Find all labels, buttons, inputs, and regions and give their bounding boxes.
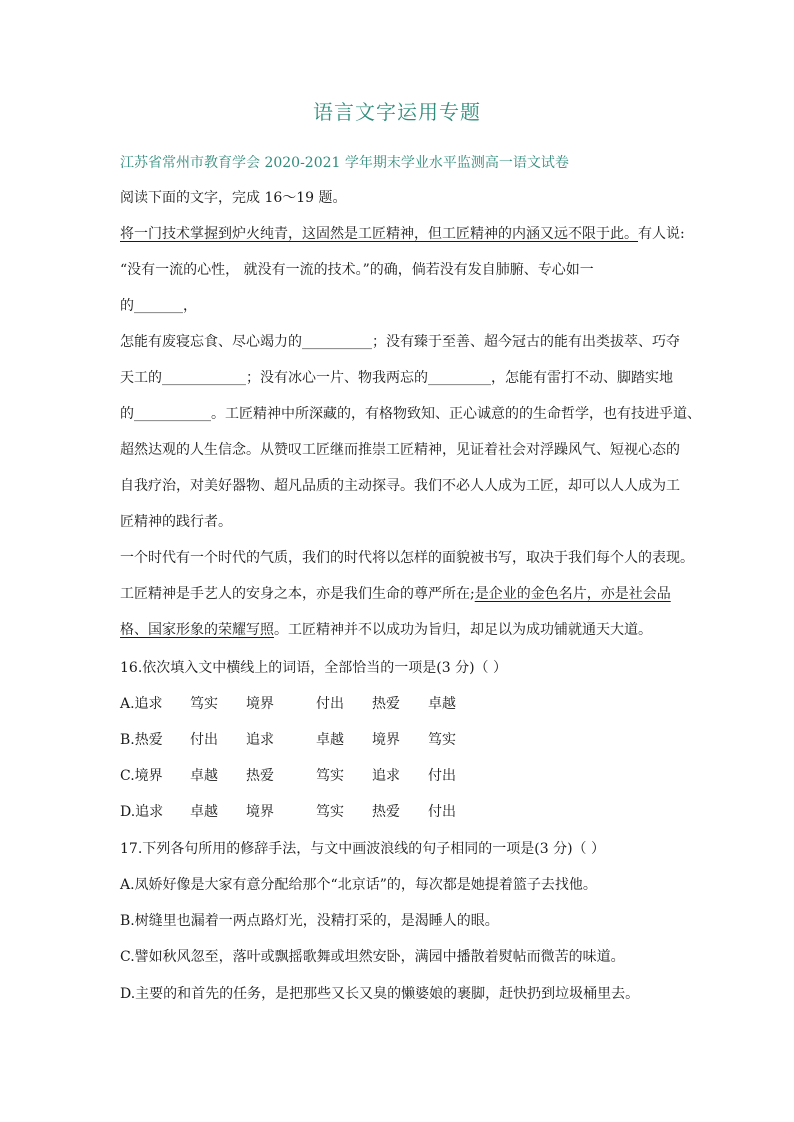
option-word: 付出	[316, 696, 344, 712]
passage-line: “没有一流的心性， 就没有一流的技术。”的确，倘若没有发自肺腑、专心如一	[120, 262, 594, 278]
option-word: 境界	[372, 732, 400, 748]
option-word: 境界	[246, 804, 274, 820]
doc-title: 语言文字运用专题	[313, 100, 481, 124]
option-word: 境界	[246, 696, 274, 712]
exam-source: 江苏省常州市教育学会 2020-2021 学年期末学业水平监测高一语文试卷	[120, 155, 569, 171]
q16-option-b[interactable]	[120, 730, 456, 750]
passage-line: 天工的____________；没有冰心一片、物我两忘的_________，怎能有雷打不动、脚踏实地	[120, 370, 673, 386]
question-16-stem: 16.依次填入文中横线上的词语，全部恰当的一项是(3 分)（ ）	[120, 660, 507, 676]
option-word: C.境界	[120, 768, 163, 784]
question-17-stem: 17.下列各句所用的修辞手法，与文中画波浪线的句子相同的一项是(3 分)（ ）	[120, 841, 605, 857]
option-word: 卓越	[316, 732, 344, 748]
passage-line	[120, 584, 671, 604]
option-word: 付出	[428, 804, 456, 820]
passage-line: 匠精神的践行者。	[120, 514, 232, 530]
option-word: 热爱	[372, 696, 400, 712]
passage-text: 工匠精神是手艺人的安身之本，亦是我们生命的尊严所在;	[120, 586, 475, 602]
reading-instruction: 阅读下面的文字，完成 16～19 题。	[120, 190, 347, 206]
q17-option-d[interactable]: D.主要的和首先的任务，是把那些又长又臭的懒婆娘的裹脚，赶快扔到垃圾桶里去。	[120, 986, 640, 1002]
passage-line: 的___________。工匠精神中所深藏的，有格物致知、正心诚意的的生命哲学，也有技进乎道、	[120, 406, 701, 422]
passage-line	[120, 620, 652, 640]
option-word: 笃实	[316, 768, 344, 784]
option-word: 追求	[372, 768, 400, 784]
option-word: A.追求	[120, 696, 163, 712]
passage-line: 的_______，	[120, 298, 197, 314]
q16-option-a[interactable]	[120, 694, 456, 714]
wavy-underlined-sentence: 格、国家形象的荣耀写照	[120, 622, 274, 638]
option-word: 热爱	[246, 768, 274, 784]
option-word: B.热爱	[120, 732, 163, 748]
q16-option-c[interactable]	[120, 766, 456, 786]
passage-text: 。工匠精神并不以成功为旨归，却足以为成功铺就通天大道。	[274, 622, 652, 638]
option-word: 卓越	[190, 804, 218, 820]
q17-option-b[interactable]: B.树缝里也漏着一两点路灯光，没精打采的，是渴睡人的眼。	[120, 913, 499, 929]
wavy-underlined-sentence: 是企业的金色名片，亦是社会品	[474, 586, 671, 602]
option-word: 笃实	[190, 696, 218, 712]
option-word: 追求	[246, 732, 274, 748]
option-word: D.追求	[120, 804, 164, 820]
option-word: 笃实	[316, 804, 344, 820]
passage-text: 有人说:	[638, 226, 685, 242]
option-word: 热爱	[372, 804, 400, 820]
passage-line	[120, 224, 685, 244]
option-word: 卓越	[190, 768, 218, 784]
passage-line: 一个时代有一个时代的气质，我们的时代将以怎样的面貌被书写，取决于我们每个人的表现。	[120, 550, 694, 566]
q17-option-a[interactable]: A.凤娇好像是大家有意分配给那个“北京话”的，每次都是她提着篮子去找他。	[120, 877, 597, 893]
option-word: 笃实	[428, 732, 456, 748]
option-word: 付出	[190, 732, 218, 748]
passage-line: 超然达观的人生信念。从赞叹工匠继而推崇工匠精神，见证着社会对浮躁风气、短视心态的	[120, 442, 680, 458]
passage-line: 怎能有废寝忘食、尽心竭力的__________；没有臻于至善、超今冠古的能有出类拔萃、巧夺	[120, 334, 680, 350]
passage-line: 自我疗治，对美好器物、超凡品质的主动探寻。我们不必人人成为工匠，却可以人人成为工	[120, 478, 680, 494]
option-word: 付出	[428, 768, 456, 784]
q17-option-c[interactable]: C.譬如秋风忽至，落叶或飘摇歌舞或坦然安卧，满园中播散着熨帖而微苦的味道。	[120, 949, 625, 965]
option-word: 卓越	[428, 696, 456, 712]
q16-option-d[interactable]	[120, 802, 456, 822]
underlined-sentence: 将一门技术掌握到炉火纯青，这固然是工匠精神，但工匠精神的内涵又远不限于此。	[120, 226, 638, 242]
